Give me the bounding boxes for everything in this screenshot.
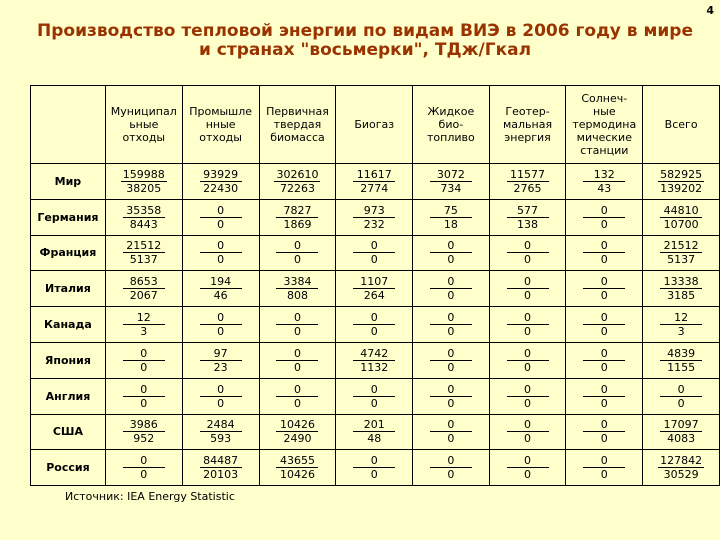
- value-gcal: 4083: [667, 432, 696, 446]
- value-cell: [182, 307, 259, 343]
- value-gcal: 0: [447, 432, 455, 446]
- value-gcal: 10700: [663, 217, 699, 231]
- value-gcal: 0: [217, 325, 225, 339]
- value-gcal: 2774: [360, 181, 389, 195]
- value-tj: 3986: [123, 418, 165, 432]
- value-cell: [413, 414, 490, 450]
- value-cell: [566, 235, 643, 271]
- value-tj: 0: [430, 275, 472, 289]
- value-gcal: 0: [293, 253, 301, 267]
- value-gcal: 38205: [126, 181, 162, 195]
- value-gcal: 0: [447, 468, 455, 482]
- value-cell: [182, 378, 259, 414]
- value-cell: [566, 414, 643, 450]
- value-gcal: 43: [597, 181, 612, 195]
- value-tj: 93929: [200, 168, 242, 182]
- value-cell: [336, 307, 413, 343]
- value-cell: [489, 342, 566, 378]
- value-tj: 10426: [276, 418, 318, 432]
- value-gcal: 0: [370, 253, 378, 267]
- country-label: Канада: [31, 307, 106, 343]
- value-tj: 0: [430, 383, 472, 397]
- value-gcal: 0: [140, 468, 148, 482]
- value-cell: [105, 414, 182, 450]
- value-tj: 17097: [660, 418, 702, 432]
- value-cell: [105, 342, 182, 378]
- value-cell: [566, 199, 643, 235]
- value-gcal: 23: [213, 360, 228, 374]
- value-tj: 12: [660, 311, 702, 325]
- value-gcal: 0: [600, 289, 608, 303]
- value-cell: [643, 307, 720, 343]
- value-gcal: 5137: [667, 253, 696, 267]
- value-gcal: 8443: [129, 217, 158, 231]
- value-gcal: 1132: [360, 360, 389, 374]
- value-cell: [643, 164, 720, 200]
- column-header: Муниципал ьные отходы: [105, 86, 182, 164]
- value-gcal: 0: [447, 360, 455, 374]
- value-tj: 11577: [507, 168, 549, 182]
- value-tj: 12: [123, 311, 165, 325]
- country-label: Германия: [31, 199, 106, 235]
- column-header: Всего: [643, 86, 720, 164]
- value-cell: [336, 450, 413, 486]
- value-cell: [489, 378, 566, 414]
- value-cell: [182, 450, 259, 486]
- column-header: Жидкое био- топливо: [413, 86, 490, 164]
- country-label: Италия: [31, 271, 106, 307]
- value-tj: 577: [507, 204, 549, 218]
- value-gcal: 0: [524, 360, 532, 374]
- value-tj: 0: [353, 311, 395, 325]
- value-tj: 75: [430, 204, 472, 218]
- country-label: Англия: [31, 378, 106, 414]
- column-header: Геотер- мальная энергия: [489, 86, 566, 164]
- value-tj: 302610: [276, 167, 319, 181]
- value-tj: 127842: [660, 454, 703, 468]
- value-tj: 2484: [200, 418, 242, 432]
- value-tj: 4742: [353, 347, 395, 361]
- value-cell: [259, 307, 336, 343]
- value-tj: 0: [430, 418, 472, 432]
- value-gcal: 734: [440, 181, 462, 195]
- value-cell: [259, 414, 336, 450]
- value-tj: 0: [430, 311, 472, 325]
- page-number: 4: [706, 4, 714, 17]
- value-gcal: 0: [600, 253, 608, 267]
- value-cell: [413, 164, 490, 200]
- table-row: [31, 414, 720, 450]
- value-cell: [566, 307, 643, 343]
- value-gcal: 0: [293, 360, 301, 374]
- value-cell: [259, 199, 336, 235]
- value-cell: [566, 164, 643, 200]
- table-row: [31, 271, 720, 307]
- title-line-2: и странах "восьмерки", ТДж/Гкал: [198, 40, 532, 60]
- value-gcal: 3: [677, 325, 685, 339]
- column-header: Первичная твердая биомасса: [259, 86, 336, 164]
- value-tj: 0: [276, 383, 318, 397]
- value-tj: 0: [276, 311, 318, 325]
- country-label: Япония: [31, 342, 106, 378]
- value-cell: [105, 307, 182, 343]
- value-tj: 0: [583, 311, 625, 325]
- value-gcal: 18: [443, 217, 458, 231]
- value-cell: [643, 378, 720, 414]
- value-cell: [489, 450, 566, 486]
- value-tj: 0: [583, 204, 625, 218]
- source-note: Источник: IEA Energy Statistic: [65, 490, 235, 503]
- value-gcal: 2490: [283, 432, 312, 446]
- value-cell: [105, 235, 182, 271]
- value-gcal: 0: [217, 253, 225, 267]
- value-cell: [413, 450, 490, 486]
- value-tj: 0: [430, 454, 472, 468]
- value-tj: 4839: [660, 347, 702, 361]
- value-gcal: 0: [600, 468, 608, 482]
- value-tj: 0: [583, 275, 625, 289]
- value-gcal: 0: [524, 325, 532, 339]
- value-gcal: 5137: [129, 253, 158, 267]
- value-gcal: 0: [293, 325, 301, 339]
- value-tj: 13338: [660, 275, 702, 289]
- value-cell: [643, 235, 720, 271]
- country-label: Франция: [31, 235, 106, 271]
- value-tj: 21512: [123, 239, 165, 253]
- value-gcal: 232: [363, 217, 385, 231]
- table-row: [31, 199, 720, 235]
- value-gcal: 139202: [660, 181, 703, 195]
- column-header: Биогаз: [336, 86, 413, 164]
- value-tj: 0: [507, 347, 549, 361]
- value-cell: [182, 235, 259, 271]
- value-tj: 0: [353, 454, 395, 468]
- value-cell: [413, 378, 490, 414]
- value-cell: [489, 199, 566, 235]
- table-row: [31, 164, 720, 200]
- value-gcal: 20103: [203, 468, 239, 482]
- value-cell: [259, 235, 336, 271]
- value-tj: 7827: [276, 204, 318, 218]
- value-gcal: 0: [524, 253, 532, 267]
- value-gcal: 593: [210, 432, 232, 446]
- value-gcal: 264: [363, 289, 385, 303]
- header-row: [31, 86, 720, 164]
- value-gcal: 0: [600, 217, 608, 231]
- value-cell: [182, 342, 259, 378]
- value-cell: [105, 271, 182, 307]
- value-gcal: 0: [524, 468, 532, 482]
- value-gcal: 0: [677, 396, 685, 410]
- value-gcal: 0: [600, 360, 608, 374]
- country-label: Россия: [31, 450, 106, 486]
- column-header: Солнеч- ные термодина мические станции: [566, 86, 643, 164]
- value-tj: 0: [200, 383, 242, 397]
- value-gcal: 0: [293, 396, 301, 410]
- value-tj: 0: [660, 383, 702, 397]
- value-gcal: 138: [517, 217, 539, 231]
- value-cell: [336, 271, 413, 307]
- value-gcal: 22430: [203, 181, 239, 195]
- value-cell: [643, 271, 720, 307]
- value-tj: 0: [353, 239, 395, 253]
- value-cell: [489, 414, 566, 450]
- value-tj: 0: [507, 239, 549, 253]
- value-tj: 0: [276, 239, 318, 253]
- table-row: [31, 450, 720, 486]
- value-tj: 1107: [353, 275, 395, 289]
- value-gcal: 2067: [129, 289, 158, 303]
- value-gcal: 10426: [279, 468, 315, 482]
- value-tj: 194: [200, 275, 242, 289]
- value-gcal: 0: [370, 468, 378, 482]
- value-gcal: 0: [447, 325, 455, 339]
- value-tj: 0: [583, 383, 625, 397]
- value-cell: [259, 271, 336, 307]
- value-gcal: 0: [370, 396, 378, 410]
- value-tj: 0: [353, 383, 395, 397]
- value-tj: 0: [276, 347, 318, 361]
- value-gcal: 0: [600, 432, 608, 446]
- value-cell: [182, 271, 259, 307]
- value-tj: 0: [507, 418, 549, 432]
- value-cell: [336, 164, 413, 200]
- value-cell: [259, 342, 336, 378]
- value-cell: [336, 199, 413, 235]
- value-gcal: 0: [217, 396, 225, 410]
- value-cell: [643, 414, 720, 450]
- value-tj: 0: [123, 383, 165, 397]
- value-cell: [259, 450, 336, 486]
- value-tj: 11617: [353, 168, 395, 182]
- value-tj: 0: [123, 454, 165, 468]
- value-cell: [489, 235, 566, 271]
- value-gcal: 0: [524, 396, 532, 410]
- value-gcal: 0: [524, 432, 532, 446]
- value-gcal: 3: [140, 325, 148, 339]
- value-cell: [182, 199, 259, 235]
- value-cell: [413, 271, 490, 307]
- energy-table: [30, 85, 720, 486]
- value-gcal: 0: [447, 289, 455, 303]
- value-gcal: 2765: [513, 181, 542, 195]
- value-tj: 0: [507, 275, 549, 289]
- value-cell: [259, 378, 336, 414]
- value-gcal: 0: [524, 289, 532, 303]
- value-tj: 159988: [122, 167, 165, 181]
- value-tj: 0: [583, 347, 625, 361]
- value-gcal: 0: [447, 253, 455, 267]
- value-cell: [105, 164, 182, 200]
- value-gcal: 0: [600, 396, 608, 410]
- value-gcal: 1869: [283, 217, 312, 231]
- value-cell: [643, 199, 720, 235]
- value-cell: [182, 414, 259, 450]
- value-tj: 35358: [123, 204, 165, 218]
- value-cell: [413, 307, 490, 343]
- value-gcal: 952: [133, 432, 155, 446]
- value-tj: 132: [583, 168, 625, 182]
- value-tj: 0: [583, 418, 625, 432]
- value-tj: 0: [507, 383, 549, 397]
- value-tj: 0: [200, 204, 242, 218]
- value-cell: [336, 414, 413, 450]
- value-tj: 0: [507, 311, 549, 325]
- corner-cell: [31, 86, 106, 164]
- value-cell: [105, 199, 182, 235]
- value-gcal: 1155: [667, 360, 696, 374]
- value-cell: [105, 378, 182, 414]
- value-cell: [413, 235, 490, 271]
- value-tj: 0: [583, 239, 625, 253]
- value-gcal: 0: [140, 360, 148, 374]
- value-gcal: 0: [447, 396, 455, 410]
- value-cell: [413, 342, 490, 378]
- value-cell: [336, 342, 413, 378]
- value-tj: 0: [583, 454, 625, 468]
- value-cell: [566, 271, 643, 307]
- value-gcal: 0: [140, 396, 148, 410]
- value-tj: 201: [353, 418, 395, 432]
- value-cell: [336, 378, 413, 414]
- value-cell: [489, 164, 566, 200]
- value-cell: [643, 450, 720, 486]
- value-tj: 8653: [123, 275, 165, 289]
- value-tj: 84487: [200, 454, 242, 468]
- page-title: [30, 22, 700, 60]
- value-tj: 582925: [660, 167, 703, 181]
- value-cell: [105, 450, 182, 486]
- value-tj: 21512: [660, 239, 702, 253]
- table-row: [31, 307, 720, 343]
- value-cell: [489, 307, 566, 343]
- value-tj: 973: [353, 204, 395, 218]
- value-cell: [566, 378, 643, 414]
- value-tj: 0: [430, 347, 472, 361]
- value-gcal: 0: [217, 217, 225, 231]
- value-tj: 0: [430, 239, 472, 253]
- value-tj: 43655: [276, 454, 318, 468]
- table-row: [31, 235, 720, 271]
- value-cell: [413, 199, 490, 235]
- value-gcal: 0: [600, 325, 608, 339]
- value-cell: [566, 450, 643, 486]
- value-gcal: 0: [370, 325, 378, 339]
- value-gcal: 72263: [279, 181, 315, 195]
- value-cell: [489, 271, 566, 307]
- title-line-1: Производство тепловой энергии по видам ВИЭ в 2006 году в мире: [37, 21, 693, 41]
- value-gcal: 48: [367, 432, 382, 446]
- value-cell: [643, 342, 720, 378]
- country-label: США: [31, 414, 106, 450]
- value-tj: 97: [200, 347, 242, 361]
- value-cell: [259, 164, 336, 200]
- value-tj: 0: [200, 239, 242, 253]
- value-cell: [566, 342, 643, 378]
- table-row: [31, 378, 720, 414]
- country-label: Мир: [31, 164, 106, 200]
- value-tj: 0: [507, 454, 549, 468]
- value-tj: 3072: [430, 168, 472, 182]
- table-row: [31, 342, 720, 378]
- value-cell: [336, 235, 413, 271]
- value-tj: 44810: [660, 204, 702, 218]
- value-tj: 0: [200, 311, 242, 325]
- value-tj: 3384: [276, 275, 318, 289]
- column-header: Промышле нные отходы: [182, 86, 259, 164]
- value-tj: 0: [123, 347, 165, 361]
- value-gcal: 46: [213, 289, 228, 303]
- value-gcal: 808: [286, 289, 308, 303]
- value-cell: [182, 164, 259, 200]
- value-gcal: 30529: [663, 468, 699, 482]
- value-gcal: 3185: [667, 289, 696, 303]
